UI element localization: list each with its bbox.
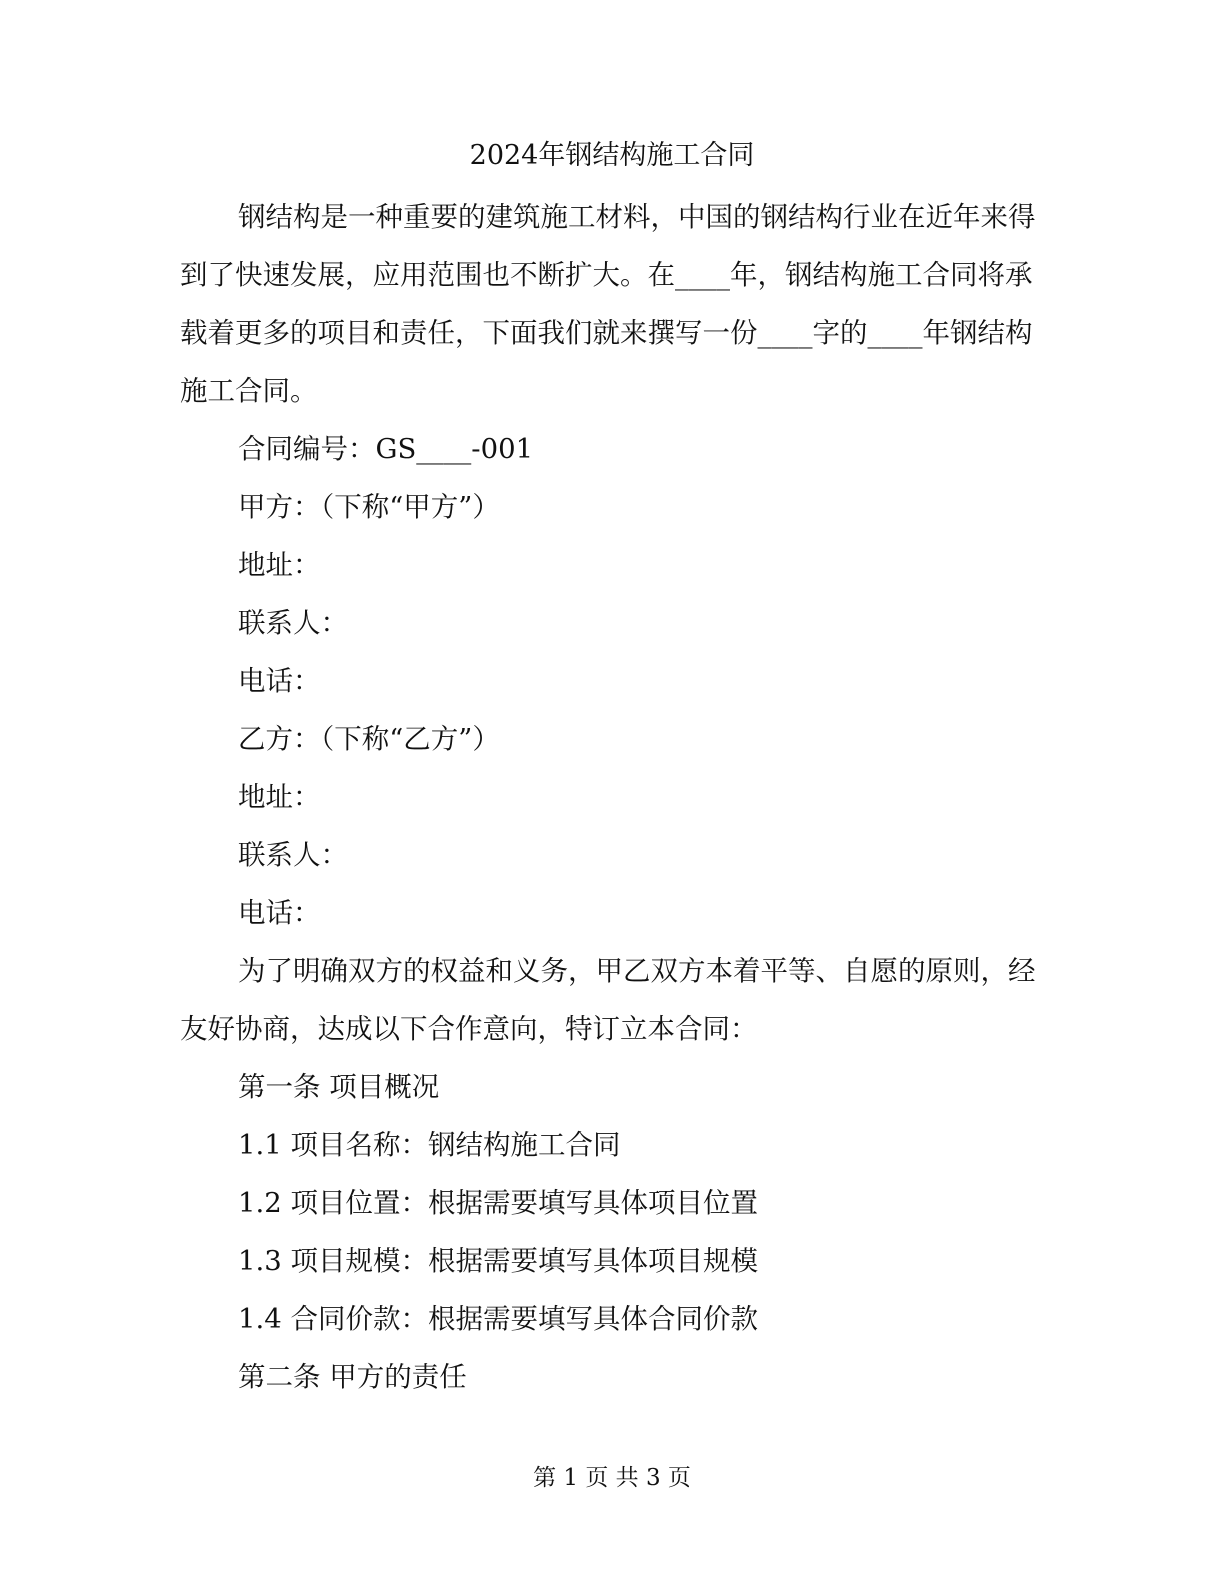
article-1-heading: 第一条 项目概况 xyxy=(238,1071,440,1103)
page-title: 2024年钢结构施工合同 xyxy=(469,140,755,171)
document-body xyxy=(180,188,1038,1406)
article-2-heading: 第二条 甲方的责任 xyxy=(238,1361,467,1393)
intro-paragraph: 钢结构是一种重要的建筑施工材料，中国的钢结构行业在近年来得到了快速发展，应用范围也不断扩大。在____年，钢结构施工合同将承载着更多的项目和责任，下面我们就来撰写一份____字的____年钢结构施工合同。 xyxy=(180,201,1036,407)
party-a-phone: 电话： xyxy=(238,665,321,697)
contract-number: 合同编号：GS____-001 xyxy=(238,433,534,465)
party-b-phone: 电话： xyxy=(238,897,321,929)
party-b-heading: 乙方：（下称“乙方”） xyxy=(238,723,500,755)
party-b-contact: 联系人： xyxy=(238,839,348,871)
party-a-address: 地址： xyxy=(238,549,321,581)
article-1-item: 1.1 项目名称：钢结构施工合同 xyxy=(238,1129,621,1161)
party-a-contact: 联系人： xyxy=(238,607,348,639)
preamble-paragraph: 为了明确双方的权益和义务，甲乙双方本着平等、自愿的原则，经友好协商，达成以下合作意向，特订立本合同： xyxy=(180,955,1036,1045)
party-a-heading: 甲方：（下称“甲方”） xyxy=(238,491,500,523)
article-1-item: 1.3 项目规模：根据需要填写具体项目规模 xyxy=(238,1245,758,1277)
article-1-item: 1.2 项目位置：根据需要填写具体项目位置 xyxy=(238,1187,758,1219)
article-1-item: 1.4 合同价款：根据需要填写具体合同价款 xyxy=(238,1303,758,1335)
party-b-address: 地址： xyxy=(238,781,321,813)
page-number: 第 1 页 共 3 页 xyxy=(533,1465,691,1491)
